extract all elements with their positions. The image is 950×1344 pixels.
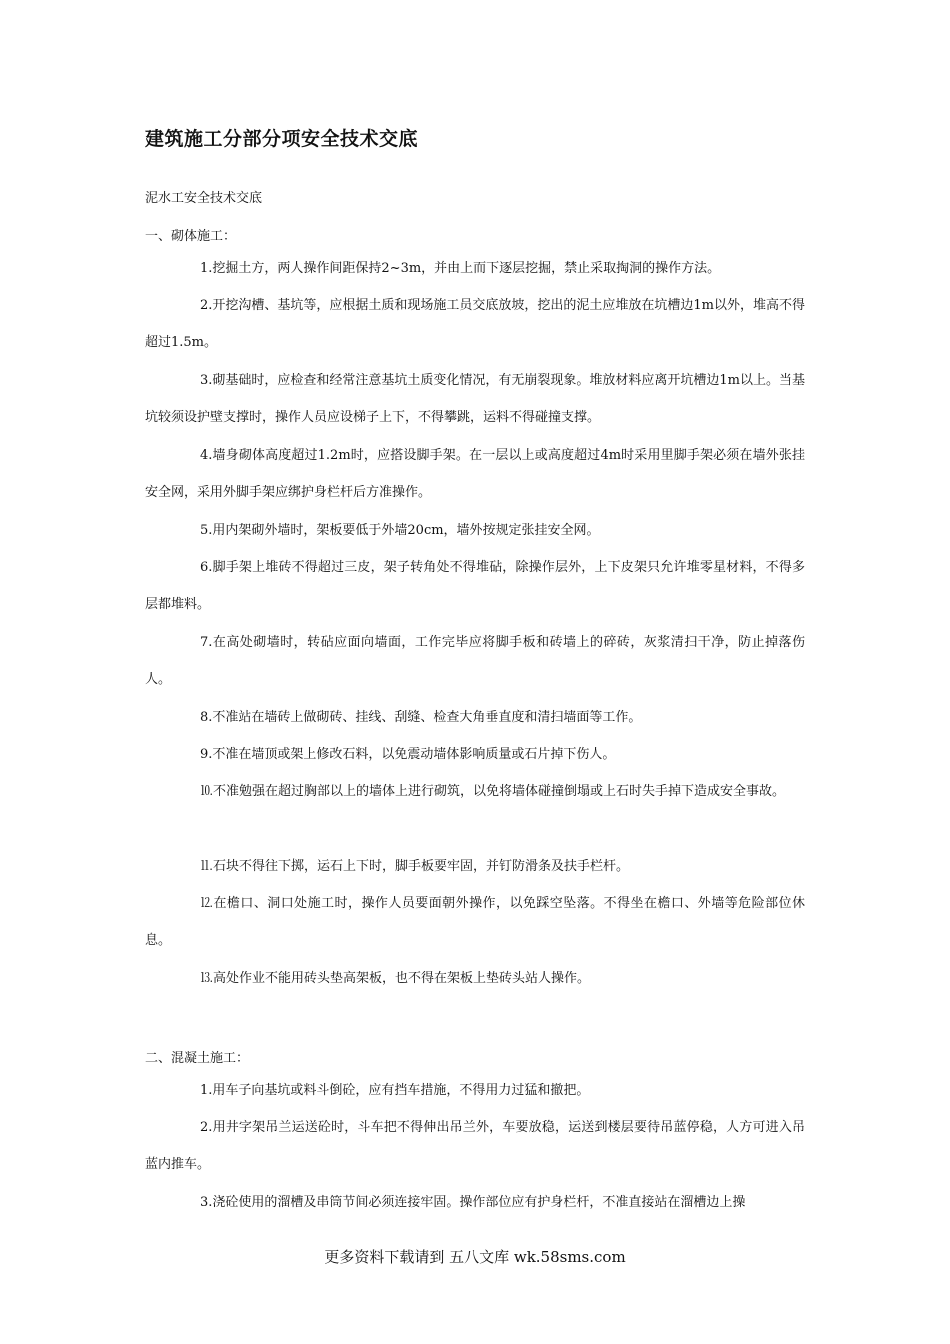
concrete-item-1: 1.用车子向基坑或料斗倒砼，应有挡车措施，不得用力过猛和撤把。 (200, 1083, 590, 1098)
section-heading-masonry: 一、砌体施工： (145, 229, 237, 244)
document-subtitle: 泥水工安全技术交底 (145, 191, 263, 206)
masonry-item-10: ⒑不准勉强在超过胸部以上的墙体上进行砌筑，以免将墙体碰撞倒塌或上石时失手掉下造成安全事故。 (200, 784, 786, 799)
masonry-item-8: 8.不准站在墙砖上做砌砖、挂线、刮缝、检查大角垂直度和清扫墙面等工作。 (200, 710, 642, 725)
masonry-item-1: 1.挖掘土方，两人操作间距保持2~3m，并由上而下逐层挖掘，禁止采取掏洞的操作方法。 (200, 261, 721, 276)
masonry-item-4: 4.墙身砌体高度超过1.2m时，应搭设脚手架。在一层以上或高度超过4m时采用里脚手架必须在墙外张挂安全网，采用外脚手架应绑护身栏杆后方准操作。 (145, 448, 805, 500)
masonry-item-5: 5.用内架砌外墙时，架板要低于外墙20cm，墙外按规定张挂安全网。 (200, 523, 600, 538)
concrete-item-3: 3.浇砼使用的溜槽及串筒节间必须连接牢固。操作部位应有护身栏杆，不准直接站在溜槽边上操 (200, 1195, 746, 1210)
masonry-item-11: ⒒石块不得往下掷，运石上下时，脚手板要牢固，并钉防滑条及扶手栏杆。 (200, 859, 630, 874)
document-title: 建筑施工分部分项安全技术交底 (145, 128, 419, 150)
concrete-item-2: 2.用井字架吊兰运送砼时，斗车把不得伸出吊兰外，车要放稳，运送到楼层要待吊蓝停稳，人方可进入吊蓝内推车。 (145, 1120, 805, 1172)
masonry-item-13: ⒔高处作业不能用砖头垫高架板，也不得在架板上垫砖头站人操作。 (200, 971, 591, 986)
download-footer: 更多资料下载请到 五八文库 wk.58sms.com (324, 1248, 626, 1266)
masonry-item-6: 6.脚手架上堆砖不得超过三皮，架子转角处不得堆砧，除操作层外，上下皮架只允许堆零星材料，不得多层都堆料。 (145, 560, 805, 612)
masonry-item-9: 9.不准在墙顶或架上修改石料，以免震动墙体影响质量或石片掉下伤人。 (200, 747, 616, 762)
masonry-item-7: 7.在高处砌墙时，转砧应面向墙面，工作完毕应将脚手板和砖墙上的碎砖，灰浆清扫干净，防止掉落伤人。 (145, 635, 805, 687)
masonry-item-2: 2.开挖沟槽、基坑等，应根据土质和现场施工员交底放坡，挖出的泥土应堆放在坑槽边1m以外，堆高不得超过1.5m。 (145, 298, 806, 350)
masonry-item-12: ⒓在檐口、洞口处施工时，操作人员要面朝外操作，以免踩空坠落。不得坐在檐口、外墙等危险部位休息。 (145, 896, 805, 948)
section-heading-concrete: 二、混凝土施工： (145, 1051, 250, 1066)
masonry-item-3: 3.砌基础时，应检查和经常注意基坑土质变化情况，有无崩裂现象。堆放材料应离开坑槽边1m以上。当基坑较须设护壁支撑时，操作人员应设梯子上下，不得攀跳，运料不得碰撞支撑。 (145, 373, 806, 425)
